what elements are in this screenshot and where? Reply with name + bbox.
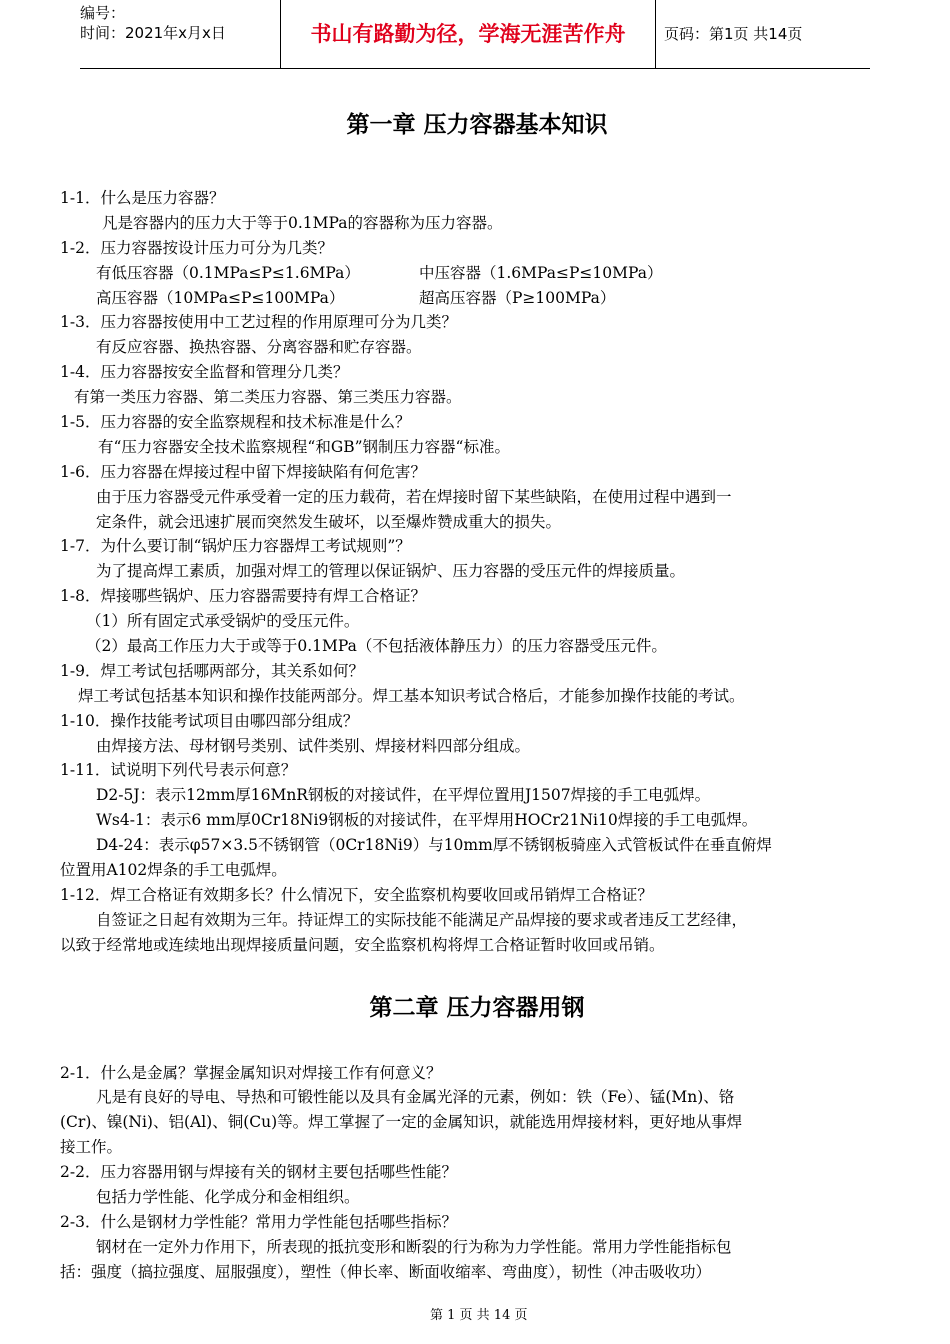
text-line: 有第一类压力容器、第二类压力容器、第三类压力容器。 (74, 388, 462, 407)
pressure-class-row (60, 286, 894, 311)
text-line: Ws4-1：表示6 mm厚0Cr18Ni9钢板的对接试件，在平焊用HOCr21Ni10焊接的手工电弧焊。 (96, 811, 758, 830)
pressure-class: 中压容器（1.6MPa≤P≤10MPa） (419, 263, 663, 282)
chapter-1-section-b (60, 310, 894, 957)
text-line: 2-1．什么是金属？掌握金属知识对焊接工作有何意义？ (60, 1063, 442, 1082)
text-line: 1-4．压力容器按安全监督和管理分几类？ (60, 363, 349, 382)
text-line: 1-9．焊工考试包括哪两部分，其关系如何？ (60, 661, 364, 680)
text-line: 以致于经常地或连续地出现焊接质量问题，安全监察机构将焊工合格证暂时收回或吊销。 (60, 935, 665, 954)
text-line: 1-7．为什么要订制“锅炉压力容器焊工考试规则”？ (60, 537, 411, 556)
text-line: 焊工考试包括基本知识和操作技能两部分。焊工基本知识考试合格后，才能参加操作技能的考试。 (78, 686, 745, 705)
pressure-class: 有低压容器（0.1MPa≤P≤1.6MPa） (96, 263, 360, 282)
header-page-info: 页码：第1页 共14页 (664, 25, 803, 43)
text-line: 1-6．压力容器在焊接过程中留下焊接缺陷有何危害？ (60, 462, 426, 481)
header-motto: 书山有路勤为径，学海无涯苦作舟 (280, 0, 656, 68)
text-line: D2-5J：表示12mm厚16MnR钢板的对接试件，在平焊位置用J1507焊接的手工电弧焊。 (96, 786, 711, 805)
page-footer: 第 1 页 共 14 页 (430, 1308, 528, 1323)
text-line: 1-10．操作技能考试项目由哪四部分组成？ (60, 711, 359, 730)
text-line: 1-1．什么是压力容器？ (60, 189, 225, 207)
text-line: 由于压力容器受元件承受着一定的压力载荷，若在焊接时留下某些缺陷，在使用过程中遇到一 (96, 487, 732, 506)
text-line: D4-24：表示φ57×3.5不锈钢管（0Cr18Ni9）与10mm厚不锈钢板骑座入式管板试件在垂直俯焊 (96, 836, 772, 855)
text-line: 定条件，就会迅速扩展而突然发生破坏，以至爆炸赞成重大的损失。 (96, 512, 562, 531)
text-line: （1）所有固定式承受锅炉的受压元件。 (86, 612, 360, 631)
text-line: 1-11．试说明下列代号表示何意？ (60, 761, 297, 780)
text-line: 2-2．压力容器用钢与焊接有关的钢材主要包括哪些性能？ (60, 1163, 457, 1182)
pressure-class-row (60, 261, 894, 286)
text-line: 1-5．压力容器的安全监察规程和技术标准是什么？ (60, 413, 411, 432)
text-line: （2）最高工作压力大于或等于0.1MPa（不包括液体静压力）的压力容器受压元件。 (86, 637, 667, 656)
text-line: 2-3．什么是钢材力学性能？常用力学性能包括哪些指标？ (60, 1212, 457, 1231)
page-header (80, 0, 870, 69)
text-line: 有反应容器、换热容器、分离容器和贮存容器。 (96, 338, 422, 357)
text-line: 有“压力容器安全技术监察规程“和GB”钢制压力容器“标准。 (98, 437, 510, 456)
chapter-2-section (60, 1061, 894, 1285)
text-line: 括：强度（搞拉强度、屈服强度），塑性（伸长率、断面收缩率、弯曲度），韧性（冲击吸收功） (60, 1262, 712, 1281)
pressure-class: 超高压容器（P≥100MPa） (419, 288, 616, 307)
pressure-class: 高压容器（10MPa≤P≤100MPa） (96, 288, 345, 307)
chapter-1-section-a (60, 186, 894, 236)
text-line: 接工作。 (60, 1138, 123, 1157)
document-time-label: 时间：2021年x月x日 (80, 24, 226, 42)
text-line: 位置用A102焊条的手工电弧焊。 (60, 861, 287, 880)
text-line: 包括力学性能、化学成分和金相组织。 (96, 1187, 360, 1206)
pressure-classes (60, 261, 894, 311)
text-line: 凡是容器内的压力大于等于0.1MPa的容器称为压力容器。 (102, 213, 503, 232)
document-number-label: 编号： (80, 4, 126, 22)
text-line: 钢材在一定外力作用下，所表现的抵抗变形和断裂的行为称为力学性能。常用力学性能指标包 (96, 1237, 732, 1256)
document-body (60, 100, 894, 1285)
header-meta (80, 0, 280, 71)
text-line: 1-8．焊接哪些锅炉、压力容器需要持有焊工合格证？ (60, 587, 426, 606)
chapter-1-title: 第一章 压力容器基本知识 (346, 112, 608, 138)
text-line: (Cr)、镍(Ni)、铝(Al)、铜(Cu)等。焊工掌握了一定的金属知识，就能选用焊接材料，更好地从事焊 (60, 1113, 743, 1132)
text-line: 1-12．焊工合格证有效期多长？什么情况下，安全监察机构要收回或吊销焊工合格证？ (60, 885, 653, 904)
text-line: 1-3．压力容器按使用中工艺过程的作用原理可分为几类？ (60, 313, 457, 332)
text-line: 自签证之日起有效期为三年。持证焊工的实际技能不能满足产品焊接的要求或者违反工艺经律， (96, 910, 748, 929)
text-line: 由焊接方法、母材钢号类别、试件类别、焊接材料四部分组成。 (96, 736, 531, 755)
question-1-2: 1-2．压力容器按设计压力可分为几类？ (60, 238, 333, 257)
text-line: 为了提高焊工素质，加强对焊工的管理以保证锅炉、压力容器的受压元件的焊接质量。 (96, 562, 686, 581)
text-line: 凡是有良好的导电、导热和可锻性能以及具有金属光泽的元素，例如：铁（Fe）、锰(Mn)、铬 (96, 1088, 735, 1107)
chapter-2-title: 第二章 压力容器用钢 (369, 994, 585, 1021)
